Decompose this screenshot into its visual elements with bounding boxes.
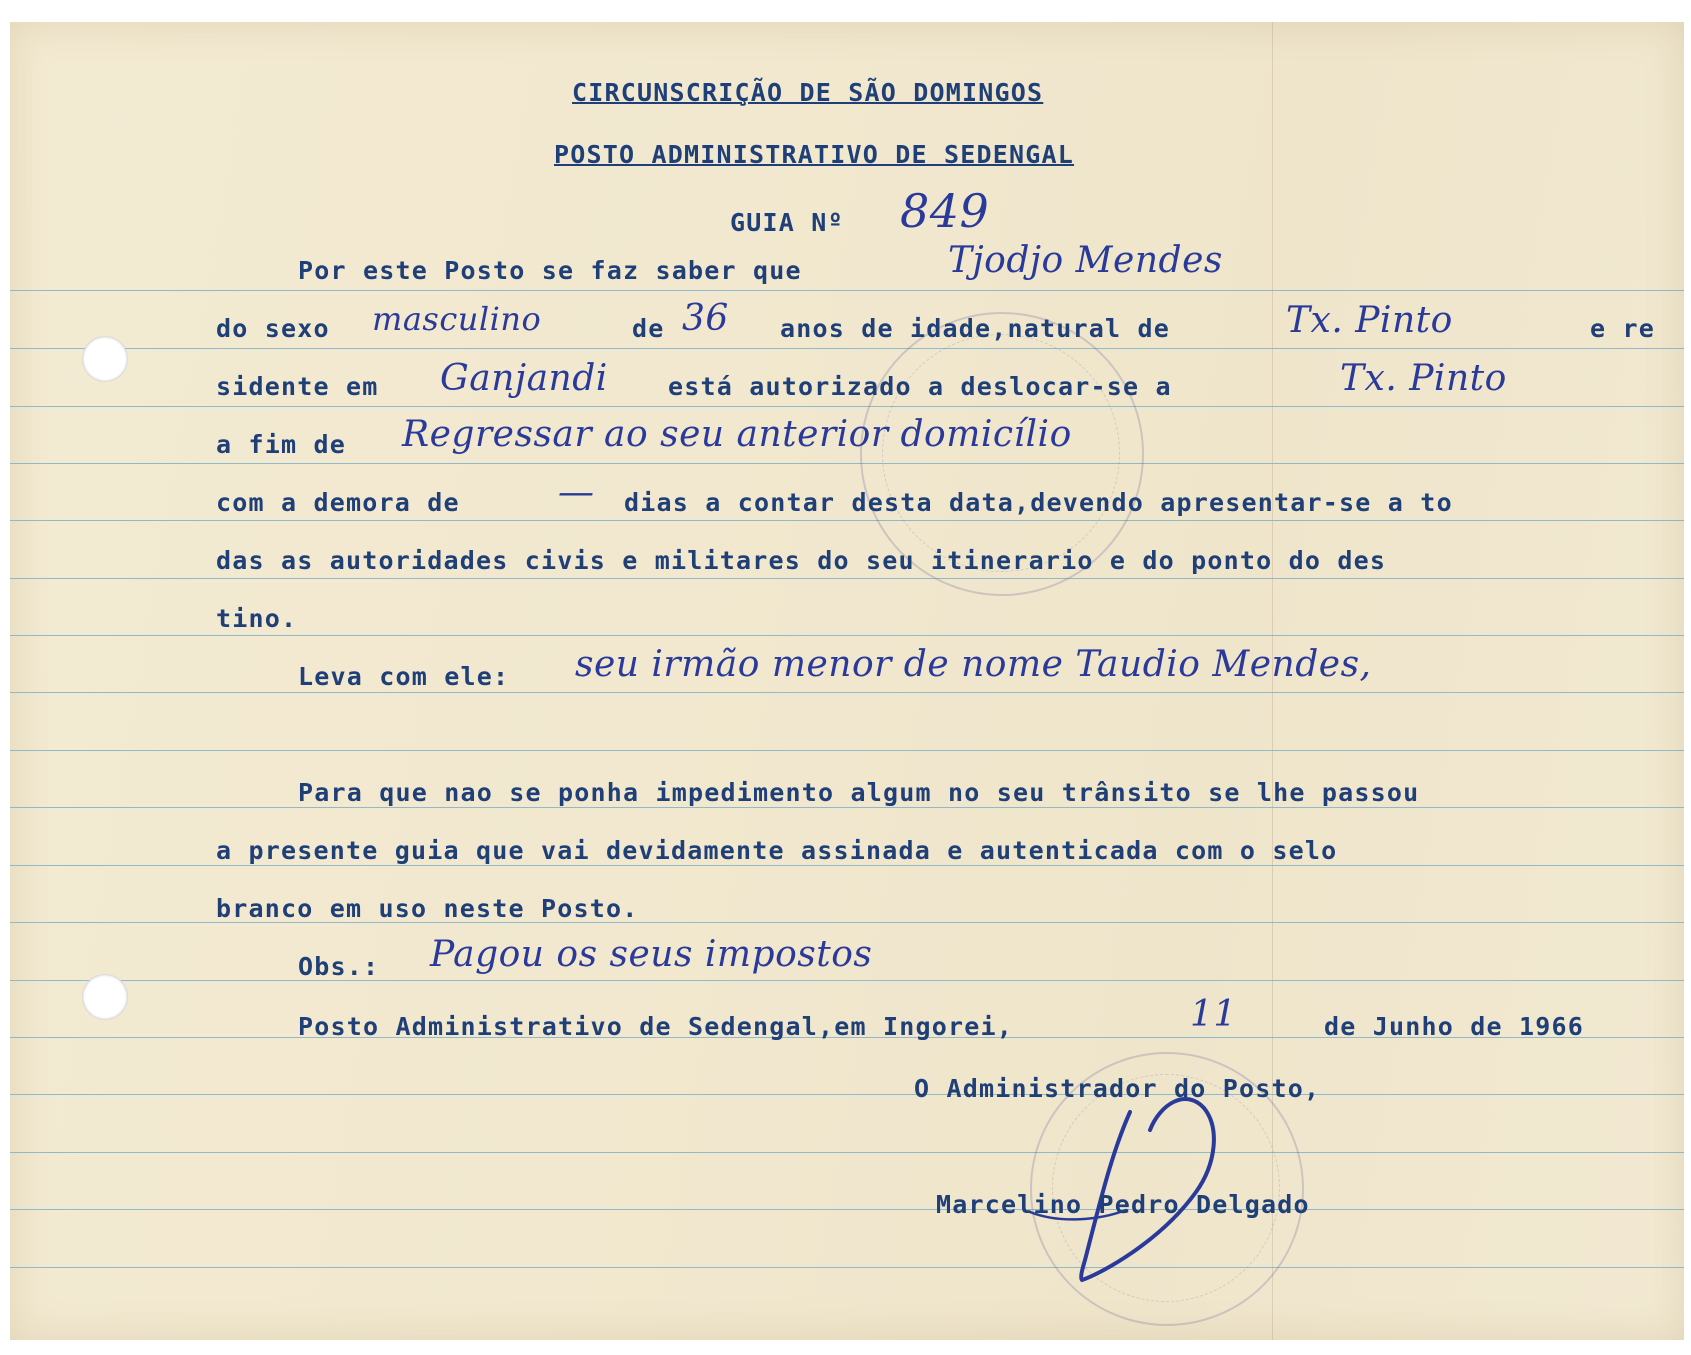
residence-label-a: e re (1590, 314, 1656, 343)
place-date-b: de Junho de 1966 (1324, 1012, 1585, 1041)
ruled-line (10, 807, 1684, 808)
document-sheet (10, 22, 1684, 1340)
companion-label: Leva com ele: (298, 662, 510, 691)
ruled-line (10, 1152, 1684, 1153)
guia-number: 849 (900, 184, 990, 238)
delay-label: com a demora de (216, 488, 460, 517)
intro-text: Por este Posto se faz saber que (298, 256, 802, 285)
ruled-line (10, 980, 1684, 981)
post-heading: POSTO ADMINISTRATIVO DE SEDENGAL (554, 140, 1075, 169)
ruled-line (10, 290, 1684, 291)
ruled-line (10, 865, 1684, 866)
ruled-line (10, 635, 1684, 636)
ruled-line (10, 692, 1684, 693)
signatory-title: O Administrador do Posto, (914, 1074, 1321, 1103)
age-label: de (632, 314, 665, 343)
purpose-label: a fim de (216, 430, 347, 459)
ruled-line (10, 1094, 1684, 1095)
sex-label: do sexo (216, 314, 330, 343)
transit-line-1: Para que nao se ponha impedimento algum no seu trânsito se lhe passou (298, 778, 1420, 807)
ruled-line (10, 1209, 1684, 1210)
authorities-text: das as autoridades civis e militares do seu itinerario e do ponto do des (216, 546, 1387, 575)
ruled-line (10, 1267, 1684, 1268)
sex-value: masculino (372, 300, 542, 338)
punch-hole (82, 974, 128, 1020)
age-suffix: anos de idade,natural de (780, 314, 1171, 343)
transit-line-2: a presente guia que vai devidamente assinada e autenticada com o selo (216, 836, 1338, 865)
guia-label: GUIA Nº (730, 208, 844, 237)
day-value: 11 (1190, 994, 1237, 1035)
destination: Tx. Pinto (1340, 358, 1507, 399)
obs-label: Obs.: (298, 952, 380, 981)
ruled-line (10, 406, 1684, 407)
handwritten-signature (990, 1042, 1250, 1302)
age-value: 36 (682, 298, 729, 339)
destino-text: tino. (216, 604, 298, 633)
jurisdiction-heading: CIRCUNSCRIÇÃO DE SÃO DOMINGOS (572, 78, 1044, 107)
companion: seu irmão menor de nome Taudio Mendes, (575, 644, 1372, 685)
delay-rest: dias a contar desta data,devendo apresentar-se a to (624, 488, 1453, 517)
ruled-line (10, 348, 1684, 349)
signatory-name: Marcelino Pedro Delgado (936, 1190, 1310, 1219)
residence-label-b: sidente em (216, 372, 379, 401)
ruled-line (10, 520, 1684, 521)
ruled-line (10, 578, 1684, 579)
transit-line-3: branco em uso neste Posto. (216, 894, 639, 923)
authorized-text: está autorizado a deslocar-se a (668, 372, 1172, 401)
residence: Ganjandi (440, 358, 608, 399)
purpose: Regressar ao seu anterior domicílio (402, 414, 1072, 455)
place-date-a: Posto Administrativo de Sedengal,em Ingorei, (298, 1012, 1014, 1041)
ruled-line (10, 750, 1684, 751)
birthplace: Tx. Pinto (1286, 300, 1453, 341)
person-name: Tjodjo Mendes (948, 240, 1223, 281)
delay-value: — (558, 472, 595, 513)
ruled-line (10, 463, 1684, 464)
obs-text: Pagou os seus impostos (430, 934, 873, 975)
punch-hole (82, 336, 128, 382)
